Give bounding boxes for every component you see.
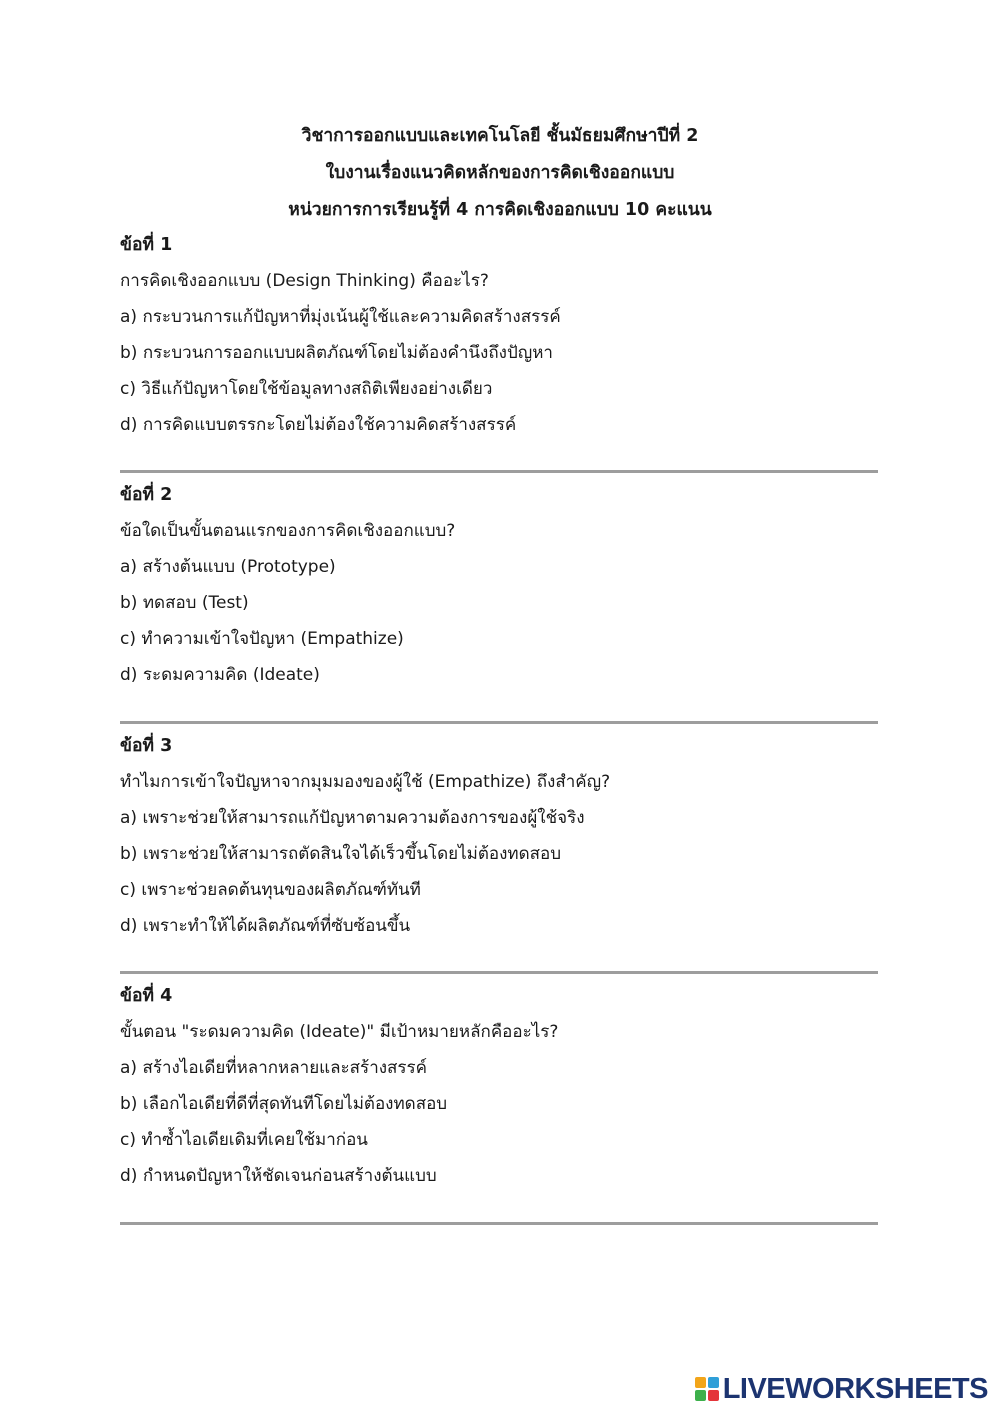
liveworksheets-icon (695, 1377, 719, 1401)
liveworksheets-logo (695, 1372, 988, 1406)
unit-title: หน่วยการการเรียนรู้ที่ 4 การคิดเชิงออกแบบ 10 คะแนน (288, 200, 712, 220)
question-2 (120, 477, 880, 693)
option-b[interactable]: b) เลือกไอเดียที่ดีที่สุดทันทีโดยไม่ต้องทดสอบ (120, 1094, 448, 1114)
question-4 (120, 978, 880, 1194)
option-c[interactable]: c) วิธีแก้ปัญหาโดยใช้ข้อมูลทางสถิติเพียงอย่างเดียว (120, 379, 493, 399)
question-divider (120, 971, 878, 974)
option-b[interactable]: b) เพราะช่วยให้สามารถตัดสินใจได้เร็วขึ้นโดยไม่ต้องทดสอบ (120, 844, 562, 864)
option-c[interactable]: c) ทำความเข้าใจปัญหา (Empathize) (120, 629, 404, 649)
question-text: ข้อใดเป็นขั้นตอนแรกของการคิดเชิงออกแบบ? (120, 521, 456, 541)
question-text: การคิดเชิงออกแบบ (Design Thinking) คืออะไร? (120, 271, 489, 291)
logo-square-orange (695, 1377, 706, 1388)
question-label: ข้อที่ 2 (120, 485, 173, 505)
question-text: ทำไมการเข้าใจปัญหาจากมุมมองของผู้ใช้ (Empathize) ถึงสำคัญ? (120, 772, 611, 792)
worksheet-title: ใบงานเรื่องแนวคิดหลักของการคิดเชิงออกแบบ (325, 163, 675, 183)
question-text: ขั้นตอน "ระดมความคิด (Ideate)" มีเป้าหมายหลักคืออะไร? (120, 1022, 559, 1042)
question-label: ข้อที่ 4 (120, 986, 173, 1006)
option-a[interactable]: a) กระบวนการแก้ปัญหาที่มุ่งเน้นผู้ใช้และความคิดสร้างสรรค์ (120, 307, 561, 327)
option-d[interactable]: d) การคิดแบบตรรกะโดยไม่ต้องใช้ความคิดสร้างสรรค์ (120, 415, 517, 435)
question-label: ข้อที่ 1 (120, 235, 173, 255)
logo-text: LIVEWORKSHEETS (722, 1372, 988, 1405)
subject-title: วิชาการออกแบบและเทคโนโลยี ชั้นมัธยมศึกษาปีที่ 2 (301, 126, 699, 146)
question-divider (120, 470, 878, 473)
question-divider (120, 721, 878, 724)
option-d[interactable]: d) ระดมความคิด (Ideate) (120, 665, 320, 685)
question-3 (120, 728, 880, 944)
question-1 (120, 227, 880, 443)
option-a[interactable]: a) สร้างไอเดียที่หลากหลายและสร้างสรรค์ (120, 1058, 428, 1078)
option-c[interactable]: c) ทำซ้ำไอเดียเดิมที่เคยใช้มาก่อน (120, 1130, 368, 1150)
question-label: ข้อที่ 3 (120, 736, 173, 756)
option-b[interactable]: b) ทดสอบ (Test) (120, 593, 249, 613)
option-b[interactable]: b) กระบวนการออกแบบผลิตภัณฑ์โดยไม่ต้องคำนึงถึงปัญหา (120, 343, 553, 363)
option-c[interactable]: c) เพราะช่วยลดต้นทุนของผลิตภัณฑ์ทันที (120, 880, 421, 900)
question-divider (120, 1222, 878, 1225)
logo-square-green (695, 1390, 706, 1401)
option-d[interactable]: d) เพราะทำให้ได้ผลิตภัณฑ์ที่ซับซ้อนขึ้น (120, 916, 411, 936)
logo-square-red (708, 1390, 719, 1401)
logo-square-blue (708, 1377, 719, 1388)
option-d[interactable]: d) กำหนดปัญหาให้ชัดเจนก่อนสร้างต้นแบบ (120, 1166, 437, 1186)
option-a[interactable]: a) สร้างต้นแบบ (Prototype) (120, 557, 336, 577)
option-a[interactable]: a) เพราะช่วยให้สามารถแก้ปัญหาตามความต้องการของผู้ใช้จริง (120, 808, 585, 828)
worksheet-header (0, 118, 1000, 229)
